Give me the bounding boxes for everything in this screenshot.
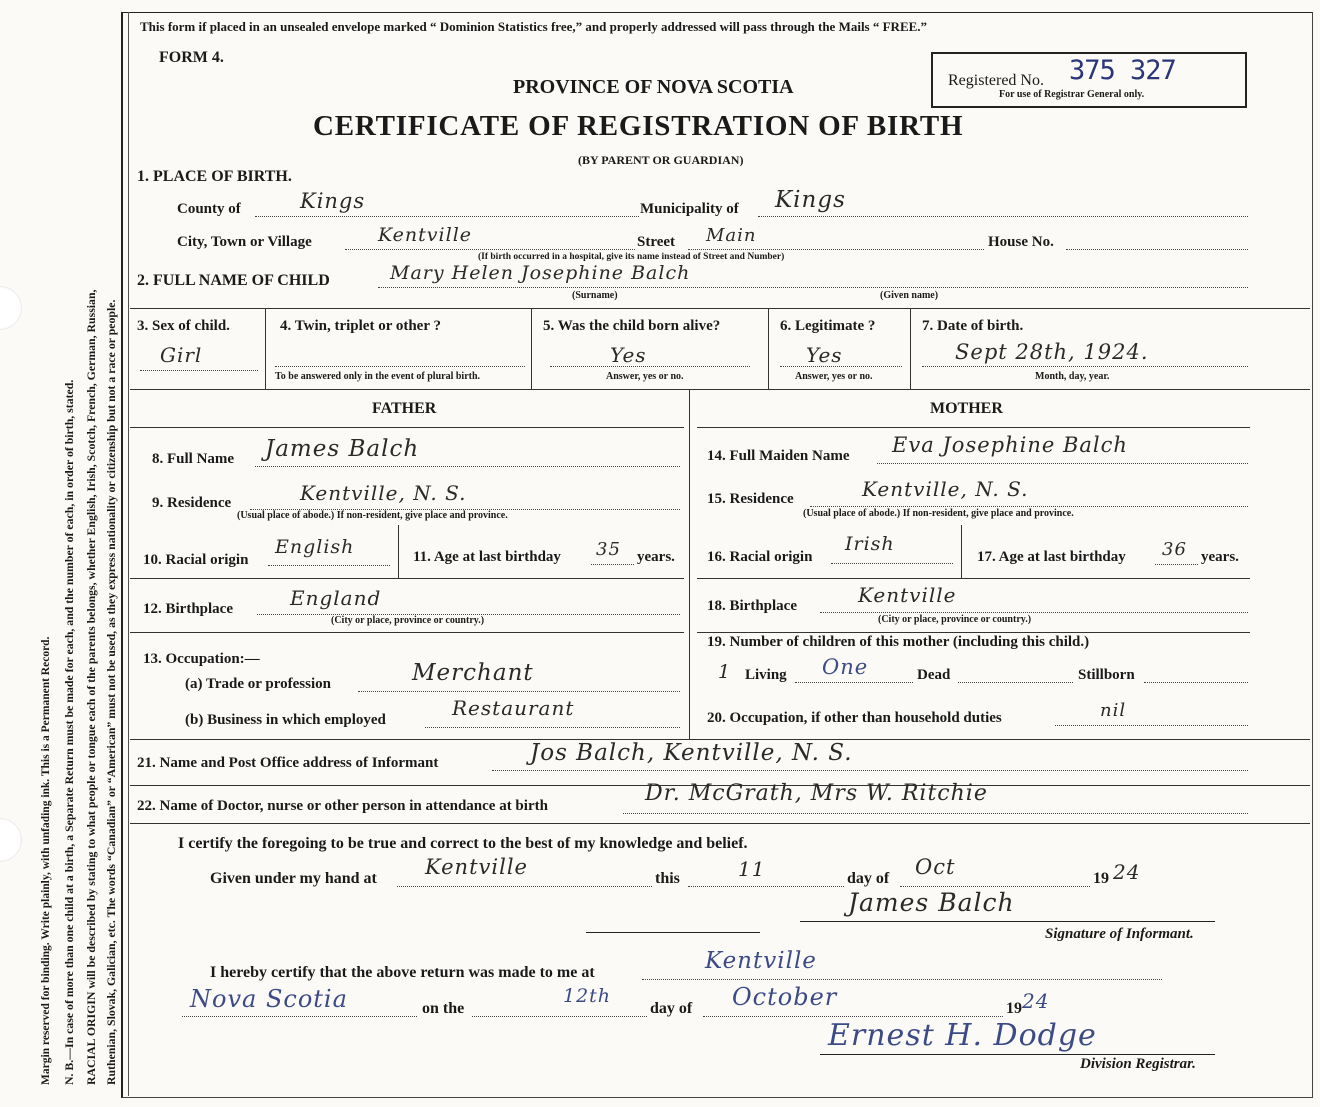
father-business-line — [425, 727, 680, 728]
given-day-line — [688, 886, 844, 887]
father-business-value[interactable]: Restaurant — [452, 696, 575, 720]
father-race-line — [268, 565, 390, 566]
alive-line — [550, 366, 750, 367]
top-notice: This form if placed in an unsealed envelope marked “ Dominion Statistics free,” and properly addressed will pass through the Mails “ FREE.” — [140, 19, 928, 34]
rule — [697, 427, 1250, 428]
mother-dead-line — [958, 682, 1073, 683]
city-value[interactable]: Kentville — [378, 224, 473, 246]
father-occ-label: 13. Occupation:— — [143, 651, 260, 667]
mother-birthplace-note: (City or place, province or country.) — [878, 614, 1032, 625]
registered-number: 375 327 — [1069, 55, 1176, 86]
mother-dead-label: Dead — [917, 667, 951, 683]
registrar-province-value[interactable]: Nova Scotia — [190, 985, 348, 1013]
certificate-subtitle: (BY PARENT OR GUARDIAN) — [578, 153, 744, 167]
signature-line — [800, 921, 1215, 922]
registrar-day-line — [472, 1016, 647, 1017]
registered-label: Registered No. — [948, 72, 1044, 89]
place-heading: 1. PLACE OF BIRTH. — [137, 168, 292, 185]
given-this-label: this — [655, 870, 680, 887]
municipality-label: Municipality of — [640, 201, 739, 217]
mother-stillborn-line — [1144, 682, 1248, 683]
registrar-place-line — [642, 979, 1162, 980]
street-value[interactable]: Main — [706, 225, 757, 246]
given-dayof-label: day of — [847, 870, 890, 887]
rule — [130, 823, 1310, 824]
side-note-binding: Margin reserved for binding. Write plainly, with unfading ink. This is a Permanent Record. — [40, 636, 52, 1085]
alive-value[interactable]: Yes — [610, 343, 647, 367]
given-place-value[interactable]: Kentville — [425, 855, 528, 879]
rule — [910, 308, 911, 389]
given-month-value[interactable]: Oct — [915, 855, 956, 879]
given-year-value[interactable]: 24 — [1113, 860, 1141, 884]
rule — [130, 632, 684, 633]
dob-value[interactable]: Sept 28th, 1924. — [955, 340, 1149, 364]
registrar-signature: Ernest H. Dodge — [828, 1018, 1097, 1053]
mother-birthplace-label: 18. Birthplace — [707, 598, 797, 614]
rule — [768, 308, 769, 389]
rule — [689, 389, 690, 739]
father-race-label: 10. Racial origin — [143, 552, 249, 568]
mother-occ-value[interactable]: nil — [1100, 700, 1127, 721]
registrar-on-label: on the — [422, 1000, 465, 1017]
county-line — [255, 216, 639, 217]
rule — [130, 578, 684, 579]
house-label: House No. — [988, 234, 1054, 250]
mother-stillborn-label: Stillborn — [1078, 667, 1135, 683]
mother-living-label: Living — [745, 667, 787, 683]
father-age-label: 11. Age at last birthday — [413, 549, 561, 565]
hospital-note: (If birth occurred in a hospital, give its name instead of Street and Number) — [478, 252, 785, 262]
father-res-label: 9. Residence — [152, 495, 232, 511]
father-trade-line — [358, 691, 680, 692]
informant-signature: James Balch — [848, 888, 1015, 917]
alive-label: 5. Was the child born alive? — [543, 318, 721, 334]
doctor-value[interactable]: Dr. McGrath, Mrs W. Ritchie — [645, 781, 988, 806]
side-note-racial-1: RACIAL ORIGIN will be described by stating to what people or tongue each of the parents belongs, whether English, Irish, Scotch, French, German, Russian, — [84, 289, 98, 1085]
dob-label: 7. Date of birth. — [922, 318, 1024, 334]
father-name-label: 8. Full Name — [152, 451, 235, 467]
legit-note: Answer, yes or no. — [795, 371, 873, 382]
registrar-day-value[interactable]: 12th — [563, 985, 612, 1007]
dob-note: Month, day, year. — [1035, 371, 1110, 382]
mother-race-line — [831, 563, 953, 564]
child-name-label: 2. FULL NAME OF CHILD — [137, 272, 330, 289]
twin-label: 4. Twin, triplet or other ? — [280, 318, 441, 334]
form-number: FORM 4. — [159, 49, 224, 66]
father-age-value[interactable]: 35 — [596, 539, 621, 560]
mother-age-line — [1155, 564, 1198, 565]
informant-signature-label: Signature of Informant. — [1045, 926, 1194, 942]
county-value[interactable]: Kings — [300, 189, 366, 213]
registrar-dayof-label: day of — [650, 1000, 693, 1017]
rule — [697, 632, 1250, 633]
twin-line — [275, 366, 525, 367]
certificate-title: CERTIFICATE OF REGISTRATION OF BIRTH — [313, 110, 964, 142]
side-note-racial-2: Ruthenian, Slovak, Galician, etc. The words “Canadian” or “American” must not be used, as they express nationality or citizenship but not a race or people. — [104, 299, 118, 1085]
mother-age-value[interactable]: 36 — [1162, 539, 1187, 560]
mother-living-line — [795, 682, 913, 683]
given-name-note: (Given name) — [880, 290, 939, 301]
father-birthplace-note: (City or place, province or country.) — [331, 615, 485, 626]
city-label: City, Town or Village — [177, 234, 312, 250]
surname-note: (Surname) — [572, 290, 618, 301]
rule — [697, 578, 1250, 579]
registered-note: For use of Registrar General only. — [999, 89, 1145, 100]
rule — [961, 525, 962, 578]
county-label: County of — [177, 201, 241, 217]
given-month-line — [900, 886, 1090, 887]
father-age-line — [591, 564, 634, 565]
father-res-note: (Usual place of abode.) If non-resident, give place and province. — [237, 510, 508, 521]
mother-living-count[interactable]: 1 — [718, 661, 732, 683]
mother-res-label: 15. Residence — [707, 491, 794, 507]
punch-hole — [0, 818, 22, 862]
street-line — [688, 249, 984, 250]
street-label: Street — [637, 234, 676, 250]
rule — [398, 525, 399, 578]
rule — [265, 308, 266, 389]
father-birthplace-label: 12. Birthplace — [143, 601, 233, 617]
mother-res-note: (Usual place of abode.) If non-resident, give place and province. — [803, 508, 1074, 519]
sex-value[interactable]: Girl — [160, 343, 203, 367]
registrar-month-line — [703, 1016, 1003, 1017]
mother-race-label: 16. Racial origin — [707, 549, 813, 565]
doctor-label: 22. Name of Doctor, nurse or other person in attendance at birth — [137, 798, 548, 814]
mother-res-line — [810, 506, 1248, 507]
father-heading: FATHER — [372, 400, 437, 417]
registrar-title: Division Registrar. — [1080, 1056, 1196, 1072]
dob-line — [922, 366, 1248, 367]
registrar-province-line — [182, 1016, 417, 1017]
registrar-month-value[interactable]: October — [732, 983, 838, 1011]
father-birthplace-value[interactable]: England — [290, 586, 382, 610]
father-name-line — [255, 466, 680, 467]
alive-note: Answer, yes or no. — [606, 371, 684, 382]
rule — [130, 389, 1310, 390]
mother-occ-label: 20. Occupation, if other than household duties — [707, 710, 1002, 726]
mother-age-years: years. — [1201, 549, 1239, 565]
municipality-line — [758, 216, 1248, 217]
mother-living-word[interactable]: One — [822, 655, 869, 679]
given-day-value[interactable]: 11 — [738, 857, 766, 881]
given-label: Given under my hand at — [210, 870, 377, 887]
child-name-value[interactable]: Mary Helen Josephine Balch — [390, 262, 691, 284]
mother-occ-line — [1055, 725, 1248, 726]
child-name-line — [378, 287, 1248, 288]
province-heading: PROVINCE OF NOVA SCOTIA — [513, 76, 794, 98]
mother-name-line — [877, 463, 1248, 464]
rule — [531, 308, 532, 389]
mother-name-value[interactable]: Eva Josephine Balch — [892, 433, 1128, 457]
side-note-nb: N. B.—In case of more than one child at a birth, a Separate Return must be made for each, and the number of each, in order of birth, stated. — [62, 379, 76, 1085]
father-business-label: (b) Business in which employed — [185, 712, 386, 728]
mother-heading: MOTHER — [930, 400, 1003, 417]
sex-line — [140, 370, 258, 371]
punch-hole — [0, 286, 22, 330]
legit-value[interactable]: Yes — [806, 343, 843, 367]
blank-line — [586, 932, 760, 933]
father-age-years: years. — [637, 549, 675, 565]
informant-value[interactable]: Jos Balch, Kentville, N. S. — [530, 740, 853, 766]
rule — [130, 427, 684, 428]
informant-line — [492, 770, 1248, 771]
registrar-statement: I hereby certify that the above return was made to me at — [210, 964, 595, 981]
certify-statement: I certify the foregoing to be true and correct to the best of my knowledge and belief. — [178, 835, 748, 852]
registrar-signature-line — [820, 1054, 1215, 1055]
given-year-prefix: 19 — [1093, 870, 1109, 887]
father-trade-label: (a) Trade or profession — [185, 676, 331, 692]
sex-label: 3. Sex of child. — [137, 318, 230, 334]
father-race-value[interactable]: English — [275, 536, 355, 558]
city-line — [345, 249, 635, 250]
house-line — [1066, 249, 1248, 250]
registrar-year-prefix: 19 — [1006, 1000, 1022, 1017]
mother-race-value[interactable]: Irish — [845, 533, 895, 555]
legit-label: 6. Legitimate ? — [780, 318, 876, 334]
informant-label: 21. Name and Post Office address of Informant — [137, 755, 439, 771]
margin-line — [128, 12, 129, 1096]
mother-birthplace-line — [820, 612, 1248, 613]
mother-age-label: 17. Age at last birthday — [977, 549, 1126, 565]
doctor-line — [623, 813, 1248, 814]
municipality-value[interactable]: Kings — [775, 187, 846, 213]
registrar-year-value[interactable]: 24 — [1022, 989, 1050, 1013]
twin-note: To be answered only in the event of plural birth. — [275, 371, 481, 382]
father-name-value[interactable]: James Balch — [265, 436, 420, 462]
given-place-line — [397, 886, 652, 887]
mother-name-label: 14. Full Maiden Name — [707, 448, 850, 464]
mother-res-value[interactable]: Kentville, N. S. — [862, 477, 1029, 501]
rule — [130, 308, 1310, 309]
father-res-value[interactable]: Kentville, N. S. — [300, 481, 467, 505]
mother-birthplace-value[interactable]: Kentville — [858, 583, 957, 607]
father-trade-value[interactable]: Merchant — [412, 660, 534, 686]
registrar-place-value[interactable]: Kentville — [705, 948, 817, 974]
mother-children-label: 19. Number of children of this mother (including this child.) — [707, 634, 1090, 650]
